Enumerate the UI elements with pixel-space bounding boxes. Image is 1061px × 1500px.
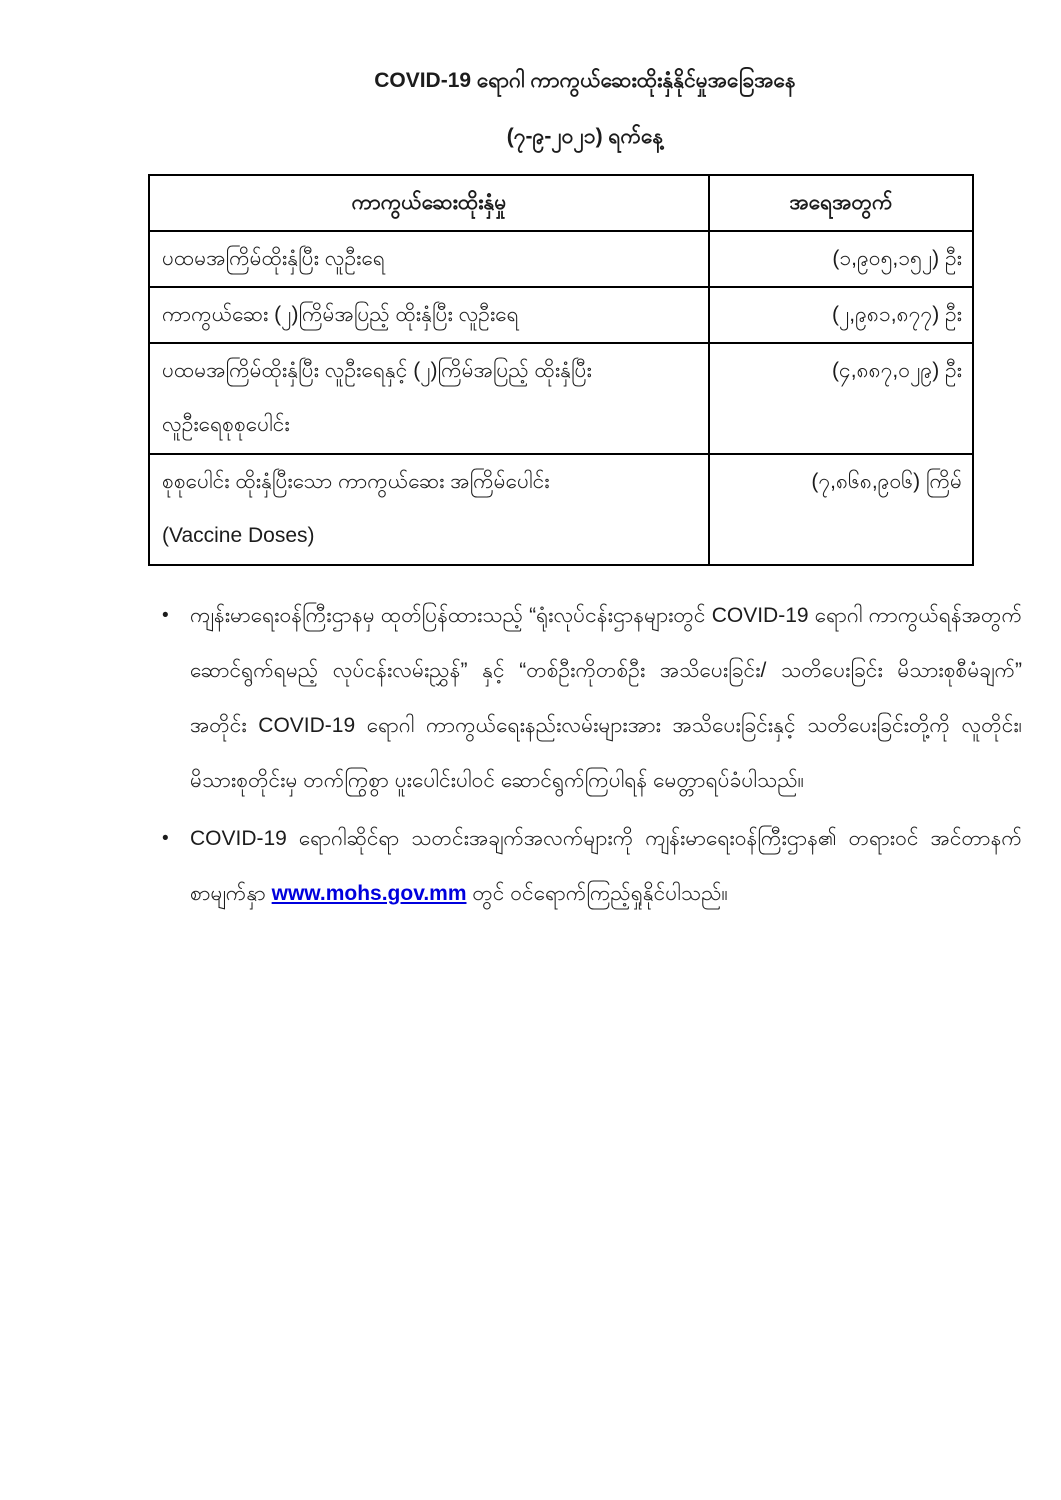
- row-label: ကာကွယ်ဆေး (၂)ကြိမ်အပြည့် ထိုးနှံပြီး လူဦးရေ: [162, 303, 519, 326]
- list-item: [148, 588, 1022, 808]
- row-value: (၄,၈၈၇,၀၂၉) ဦး: [709, 343, 973, 454]
- table-row: [149, 231, 973, 287]
- table-header-row: [149, 175, 973, 231]
- table-row: [149, 343, 973, 454]
- row-label: စုစုပေါင်း ထိုးနှံပြီးသော ကာကွယ်ဆေး အကြိမ်ပေါင်း: [162, 470, 550, 493]
- table-row: [149, 287, 973, 343]
- note-text-before-link: COVID-19 ရောဂါဆိုင်ရာ သတင်းအချက်အလက်များကို ကျန်းမာရေးဝန်ကြီးဌာန၏ တရားဝင် အင်တာနက်စာမျက်နှာ: [190, 827, 1022, 905]
- row-value: (၁,၉၀၅,၁၅၂) ဦး: [709, 231, 973, 287]
- list-item: [148, 811, 1022, 921]
- page-title: COVID-19 ရောဂါ ကာကွယ်ဆေးထိုးနှံနိုင်မှုအခြေအနေ: [374, 69, 796, 92]
- table-row: [149, 454, 973, 565]
- column-header-count: အရေအတွက်: [709, 175, 973, 231]
- note-text: ကျန်းမာရေးဝန်ကြီးဌာနမှ ထုတ်ပြန်ထားသည့် “ရုံးလုပ်ငန်းဌာနများတွင် COVID-19 ရောဂါ ကာကွယ်ရန်အတွက် ဆောင်ရွက်ရမည့် လုပ်ငန်းလမ်းညွှန်” နှင့် “တစ်ဦးကိုတစ်ဦး အသိပေးခြင်း/ သတိပေးခြင်း မိသားစုစီမံချက်” အတိုင်း COVID-19 ရောဂါ ကာကွယ်ရေးနည်းလမ်းများအား အသိပေးခြင်းနှင့် သတိပေးခြင်းတို့ကို လူတိုင်း၊ မိသားစုတိုင်းမှ တက်ကြွစွာ ပူးပေါင်းပါဝင် ဆောင်ရွက်ကြပါရန် မေတ္တာရပ်ခံပါသည်။: [190, 604, 1022, 792]
- vaccination-summary-table: [148, 174, 974, 566]
- notes-list: [148, 588, 1022, 924]
- document-date: (၇-၉-၂၀၂၁) ရက်နေ့: [506, 125, 664, 148]
- mohs-website-link[interactable]: www.mohs.gov.mm: [271, 882, 467, 905]
- row-value: (၂,၉၈၁,၈၇၇) ဦး: [709, 287, 973, 343]
- note-text-after-link: တွင် ဝင်ရောက်ကြည့်ရှုနိုင်ပါသည်။: [466, 882, 728, 905]
- row-value: (၇,၈၆၈,၉၀၆) ကြိမ်: [709, 454, 973, 565]
- row-label: ပထမအကြိမ်ထိုးနှံပြီး လူဦးရေ: [162, 247, 385, 270]
- row-label-line2: လူဦးရေစုစုပေါင်း: [162, 413, 290, 436]
- bullet-icon: •: [162, 828, 169, 849]
- column-header-vaccination: ကာကွယ်ဆေးထိုးနှံမှု: [149, 175, 709, 231]
- bullet-icon: •: [162, 605, 169, 626]
- row-label: ပထမအကြိမ်ထိုးနှံပြီး လူဦးရေနှင့် (၂)ကြိမ်အပြည့် ထိုးနှံပြီး: [162, 359, 592, 382]
- row-label-line2: (Vaccine Doses): [162, 524, 315, 547]
